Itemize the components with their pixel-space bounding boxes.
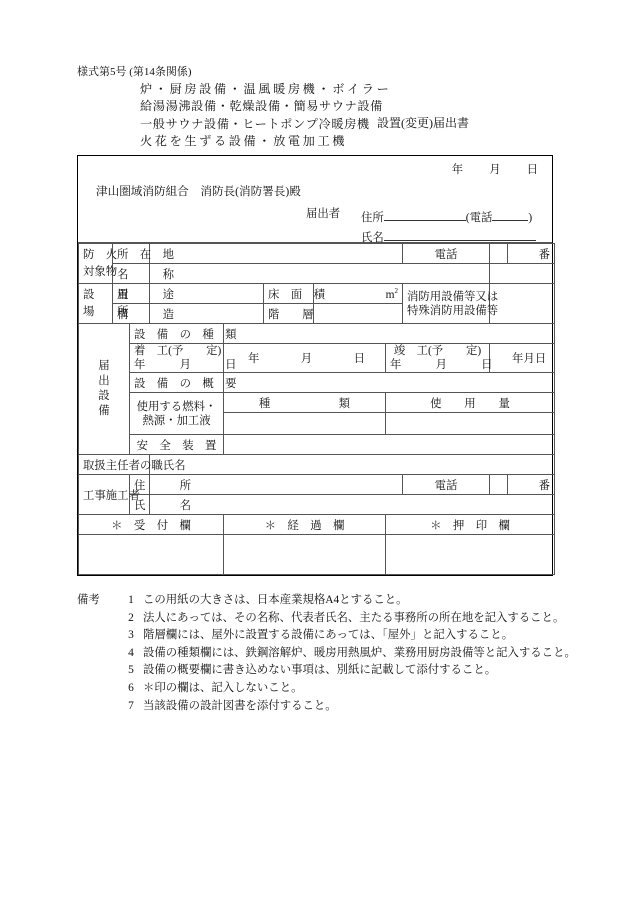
floor-area-input[interactable] xyxy=(314,284,403,304)
fire-equipment-label-line1: 消防用設備等又は xyxy=(407,290,499,303)
fuel-amount-column-header: 使 用 量 xyxy=(386,393,555,413)
note-text: 設備の種類欄には、鉄鋼溶解炉、暖房用熱風炉、業務用厨房設備等と記入すること。 xyxy=(143,646,576,659)
title-line-2: 給湯湯沸設備・乾燥設備・簡易サウナ設備 xyxy=(140,99,383,114)
name-label: 氏名 xyxy=(361,232,384,244)
table-row-name xyxy=(79,264,555,284)
date-year-label: 年 xyxy=(451,164,464,176)
reception-input[interactable] xyxy=(79,535,224,575)
note-item xyxy=(77,610,587,628)
note-item xyxy=(77,698,587,716)
form-grid xyxy=(78,243,555,575)
notes-section xyxy=(77,592,587,715)
note-number: 2 xyxy=(128,611,134,624)
setchibasho-label xyxy=(79,284,129,324)
contractor-name-input[interactable] xyxy=(150,495,555,515)
todokede-char-2: 出 xyxy=(98,375,110,387)
end-date-label-line1: 竣 工(予 定) xyxy=(393,345,482,357)
note-number: 6 xyxy=(128,681,134,694)
reception-column-header: ＊ 受 付 欄 xyxy=(79,515,224,535)
sqm-unit: m xyxy=(385,288,395,301)
progress-column-header: ＊ 経 過 欄 xyxy=(224,515,386,535)
note-number: 1 xyxy=(128,594,134,606)
equipment-type-label: 設 備 の 種 類 xyxy=(130,324,224,344)
end-date-label-line2: 年 月 日 xyxy=(390,359,493,371)
usage-label: 用 途 xyxy=(113,284,150,304)
table-row-office-headers xyxy=(79,515,555,535)
note-number: 5 xyxy=(128,664,134,677)
setchibasho-label-line1: 設 置 xyxy=(83,288,129,301)
note-item xyxy=(77,680,587,698)
start-date-label-line1: 着 工(予 定) xyxy=(134,345,222,357)
applicant-address-row xyxy=(361,205,541,225)
table-row-construction-dates xyxy=(79,344,555,373)
contractor-name-label: 氏 名 xyxy=(130,495,150,515)
safety-device-input[interactable] xyxy=(224,435,555,455)
location-label: 所 在 地 xyxy=(113,244,150,264)
floor-area-label: 床 面 積 xyxy=(264,284,314,304)
applicant-name-row xyxy=(361,225,541,245)
location-phone-input[interactable] xyxy=(490,244,508,264)
bokutaisho-label-line1: 防 火 xyxy=(83,248,118,261)
fuel-amount-input[interactable] xyxy=(386,413,555,435)
end-date-input[interactable] xyxy=(490,344,555,373)
note-text: 当該設備の設計図書を添付すること。 xyxy=(143,699,337,712)
sqm-superscript: 2 xyxy=(394,286,399,295)
start-month-label: 月 xyxy=(300,353,313,365)
table-row-fuel-header xyxy=(79,393,555,413)
equipment-outline-label: 設 備 の 概 要 xyxy=(130,373,224,393)
submission-date-line xyxy=(452,161,538,177)
end-month-label: 月 xyxy=(523,353,535,365)
note-text: 法人にあっては、その名称、代表者氏名、主たる事務所の所在地を記入すること。 xyxy=(143,611,565,624)
address-input-line[interactable] xyxy=(384,205,466,221)
notification-form-table xyxy=(77,155,553,576)
table-row-location xyxy=(79,244,555,264)
end-date-label xyxy=(386,344,493,373)
phone-close-paren: ) xyxy=(528,212,533,224)
note-text: 階層欄には、屋外に設置する設備にあっては、「屋外」と記入すること。 xyxy=(143,629,514,642)
start-date-label-line2: 年 月 日 xyxy=(134,359,237,371)
structure-label: 構 造 xyxy=(113,304,150,324)
note-number: 4 xyxy=(128,646,134,659)
location-phone-unit: 番 xyxy=(508,244,555,264)
bokutaisho-label-line2: 対象物 xyxy=(83,265,118,278)
equipment-type-input[interactable] xyxy=(224,324,555,344)
start-year-label: 年 xyxy=(248,353,260,365)
supervisor-label: 取扱主任者の職氏名 xyxy=(79,455,150,475)
note-item xyxy=(77,627,587,645)
addressee-line: 津山圏域消防組合 消防長(消防署長)殿 xyxy=(96,185,301,198)
end-day-label: 日 xyxy=(534,353,547,365)
note-item xyxy=(77,645,587,663)
fuel-label xyxy=(130,393,224,435)
location-input[interactable] xyxy=(150,244,403,264)
table-row-equipment-type xyxy=(79,324,555,344)
note-text: ＊印の欄は、記入しないこと。 xyxy=(143,681,303,694)
building-name-input[interactable] xyxy=(150,264,490,284)
start-day-label: 日 xyxy=(353,353,365,365)
start-date-label xyxy=(130,344,237,373)
fuel-label-line1: 使用する燃料・ xyxy=(136,400,217,413)
start-date-input[interactable] xyxy=(224,344,386,373)
title-suffix: 設置(変更)届出書 xyxy=(377,116,469,130)
contractor-phone-unit: 番 xyxy=(508,475,555,495)
note-text: 設備の概要欄に書き込めない事項は、別紙に記載して添付すること。 xyxy=(143,664,497,677)
contractor-phone-label: 電話 xyxy=(403,475,490,495)
fuel-kind-input[interactable] xyxy=(224,413,386,435)
fire-equipment-label xyxy=(403,284,499,324)
table-row-contractor-name xyxy=(79,495,555,515)
todokede-char-1: 届 xyxy=(98,360,110,372)
bokutaisho-label xyxy=(79,244,118,284)
table-row-usage xyxy=(79,284,555,304)
table-row-safety-device xyxy=(79,435,555,455)
contractor-label: 工事施工者 xyxy=(79,475,130,515)
fire-equipment-input[interactable] xyxy=(490,284,555,324)
progress-input[interactable] xyxy=(224,535,386,575)
seal-input[interactable] xyxy=(386,535,555,575)
todokede-char-4: 備 xyxy=(98,405,110,417)
note-item xyxy=(77,662,587,680)
building-name-extra[interactable] xyxy=(490,264,555,284)
note-number: 3 xyxy=(128,629,134,642)
contractor-phone-input[interactable] xyxy=(490,475,508,495)
fuel-label-line2: 熱源・加工液 xyxy=(142,414,211,427)
todokede-setsubi-label xyxy=(79,324,130,455)
setchibasho-label-line2: 場 所 xyxy=(83,305,129,318)
title-line-4: 火花を生ずる設備・放電加工機 xyxy=(140,133,348,148)
form-number: 様式第5号 (第14条関係) xyxy=(77,66,192,78)
safety-device-label: 安 全 装 置 xyxy=(130,435,224,455)
address-label: 住所 xyxy=(361,212,384,224)
supervisor-input[interactable] xyxy=(150,455,555,475)
building-name-label: 名 称 xyxy=(113,264,150,284)
table-row-contractor-address xyxy=(79,475,555,495)
todokede-char-3: 設 xyxy=(98,390,110,402)
seal-column-header: ＊ 押 印 欄 xyxy=(386,515,555,535)
notes-heading: 備考 xyxy=(77,594,100,606)
floor-level-input[interactable] xyxy=(314,304,403,324)
note-number: 7 xyxy=(128,699,134,712)
end-year-label: 年 xyxy=(512,353,524,365)
table-row-equipment-outline xyxy=(79,373,555,393)
note-item xyxy=(77,592,587,610)
phone-label: (電話 xyxy=(465,212,493,224)
date-day-label: 日 xyxy=(526,164,538,176)
applicant-label: 届出者 xyxy=(306,208,341,220)
title-line-1: 炉・厨房設備・温風暖房機・ボイラー xyxy=(140,82,392,96)
fire-equipment-label-line2: 特殊消防用設備等 xyxy=(407,304,499,317)
note-text: この用紙の大きさは、日本産業規格A4とすること。 xyxy=(143,594,408,606)
form-header-block xyxy=(78,156,552,243)
equipment-outline-input[interactable] xyxy=(224,373,555,393)
fuel-kind-column-header: 種 類 xyxy=(224,393,386,413)
floor-level-label: 階 層 xyxy=(264,304,314,324)
title-line-3: 一般サウナ設備・ヒートポンプ冷暖房機 xyxy=(140,116,370,131)
date-month-label: 月 xyxy=(489,164,501,176)
contractor-address-label: 住 所 xyxy=(130,475,150,495)
table-row-office-fields xyxy=(79,535,555,575)
table-row-supervisor xyxy=(79,455,555,475)
location-phone-label: 電話 xyxy=(403,244,490,264)
phone-input-line[interactable] xyxy=(492,205,528,221)
name-input-line[interactable] xyxy=(384,225,536,241)
